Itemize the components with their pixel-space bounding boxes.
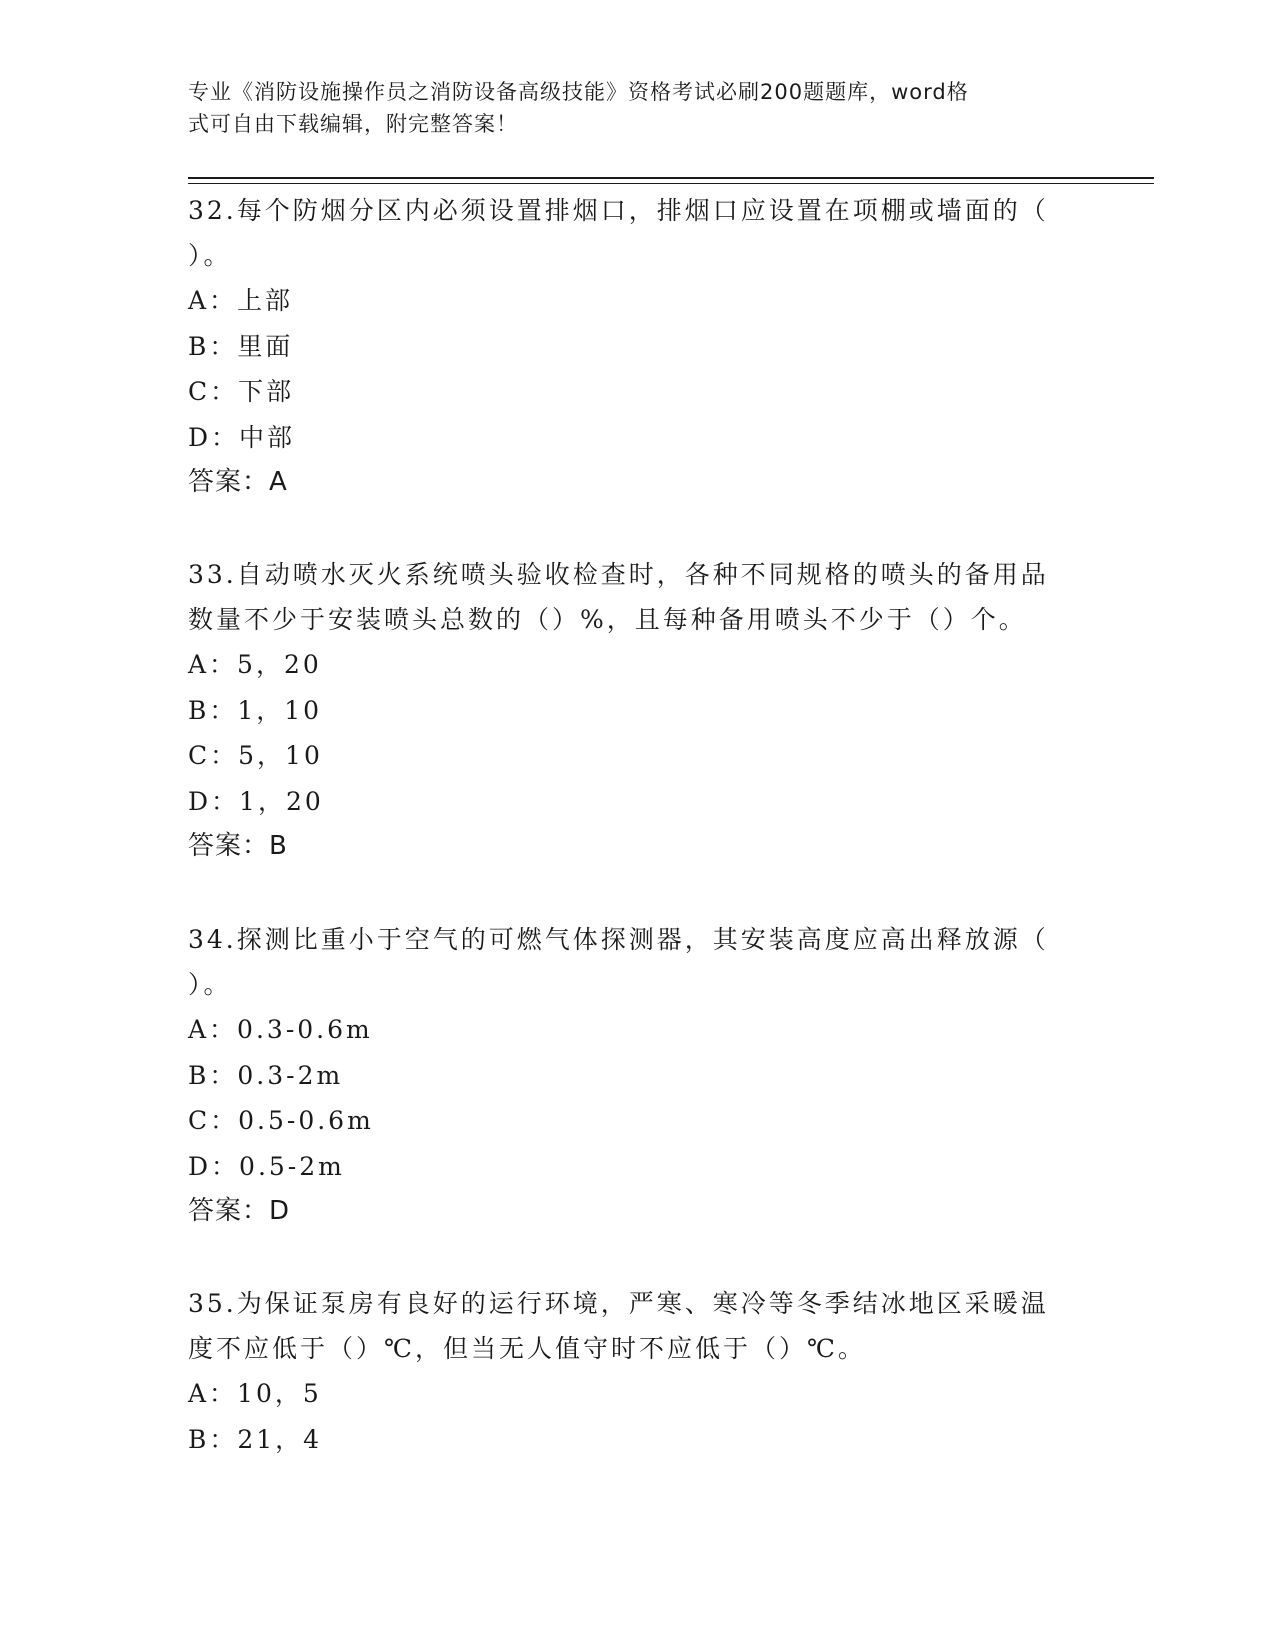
option-c: C：下部 <box>188 377 295 406</box>
document-header <box>188 76 1088 140</box>
option-a: A：5，20 <box>188 650 322 679</box>
option-b: B：21，4 <box>188 1424 323 1454</box>
question-stem-line: 数量不少于安装喷头总数的（）%，且每种备用喷头不少于（）个。 <box>188 605 1027 634</box>
option-b: B：1，10 <box>188 695 323 725</box>
question-stem-line: 度不应低于（）℃，但当无人值守时不应低于（）℃。 <box>188 1334 866 1363</box>
option-c: C：5，10 <box>188 741 323 770</box>
question-34 <box>188 917 1088 1234</box>
answer-line: 答案：A <box>188 467 288 497</box>
question-35 <box>188 1281 1088 1462</box>
option-d: D：0.5-2m <box>188 1151 345 1181</box>
answer-line: 答案：D <box>188 1196 291 1226</box>
header-line-1: 专业《消防设施操作员之消防设备高级技能》资格考试必刷200题题库，word格 <box>188 80 969 104</box>
option-a: A：上部 <box>188 286 294 315</box>
option-c: C：0.5-0.6m <box>188 1106 374 1135</box>
answer-line: 答案：B <box>188 831 288 861</box>
question-32 <box>188 188 1088 505</box>
option-a: A：0.3-0.6m <box>188 1015 373 1044</box>
question-stem-line: 35.为保证泵房有良好的运行环境，严寒、寒冷等冬季结冰地区采暖温 <box>188 1289 1049 1318</box>
question-stem-line: ）。 <box>188 970 232 999</box>
question-stem-line: ）。 <box>188 241 232 270</box>
header-line-2: 式可自由下载编辑，附完整答案！ <box>188 112 518 136</box>
option-d: D：1，20 <box>188 786 324 816</box>
header-divider-thin <box>188 183 1154 184</box>
question-stem-line: 32.每个防烟分区内必须设置排烟口，排烟口应设置在项棚或墙面的（ <box>188 196 1049 225</box>
header-divider-thick <box>188 177 1154 179</box>
option-b: B：0.3-2m <box>188 1060 344 1090</box>
option-a: A：10，5 <box>188 1379 322 1408</box>
question-33 <box>188 552 1088 869</box>
question-stem-line: 33.自动喷水灭火系统喷头验收检查时，各种不同规格的喷头的备用品 <box>188 560 1049 589</box>
option-d: D：中部 <box>188 422 296 452</box>
option-b: B：里面 <box>188 331 294 361</box>
question-stem-line: 34.探测比重小于空气的可燃气体探测器，其安装高度应高出释放源（ <box>188 925 1049 954</box>
